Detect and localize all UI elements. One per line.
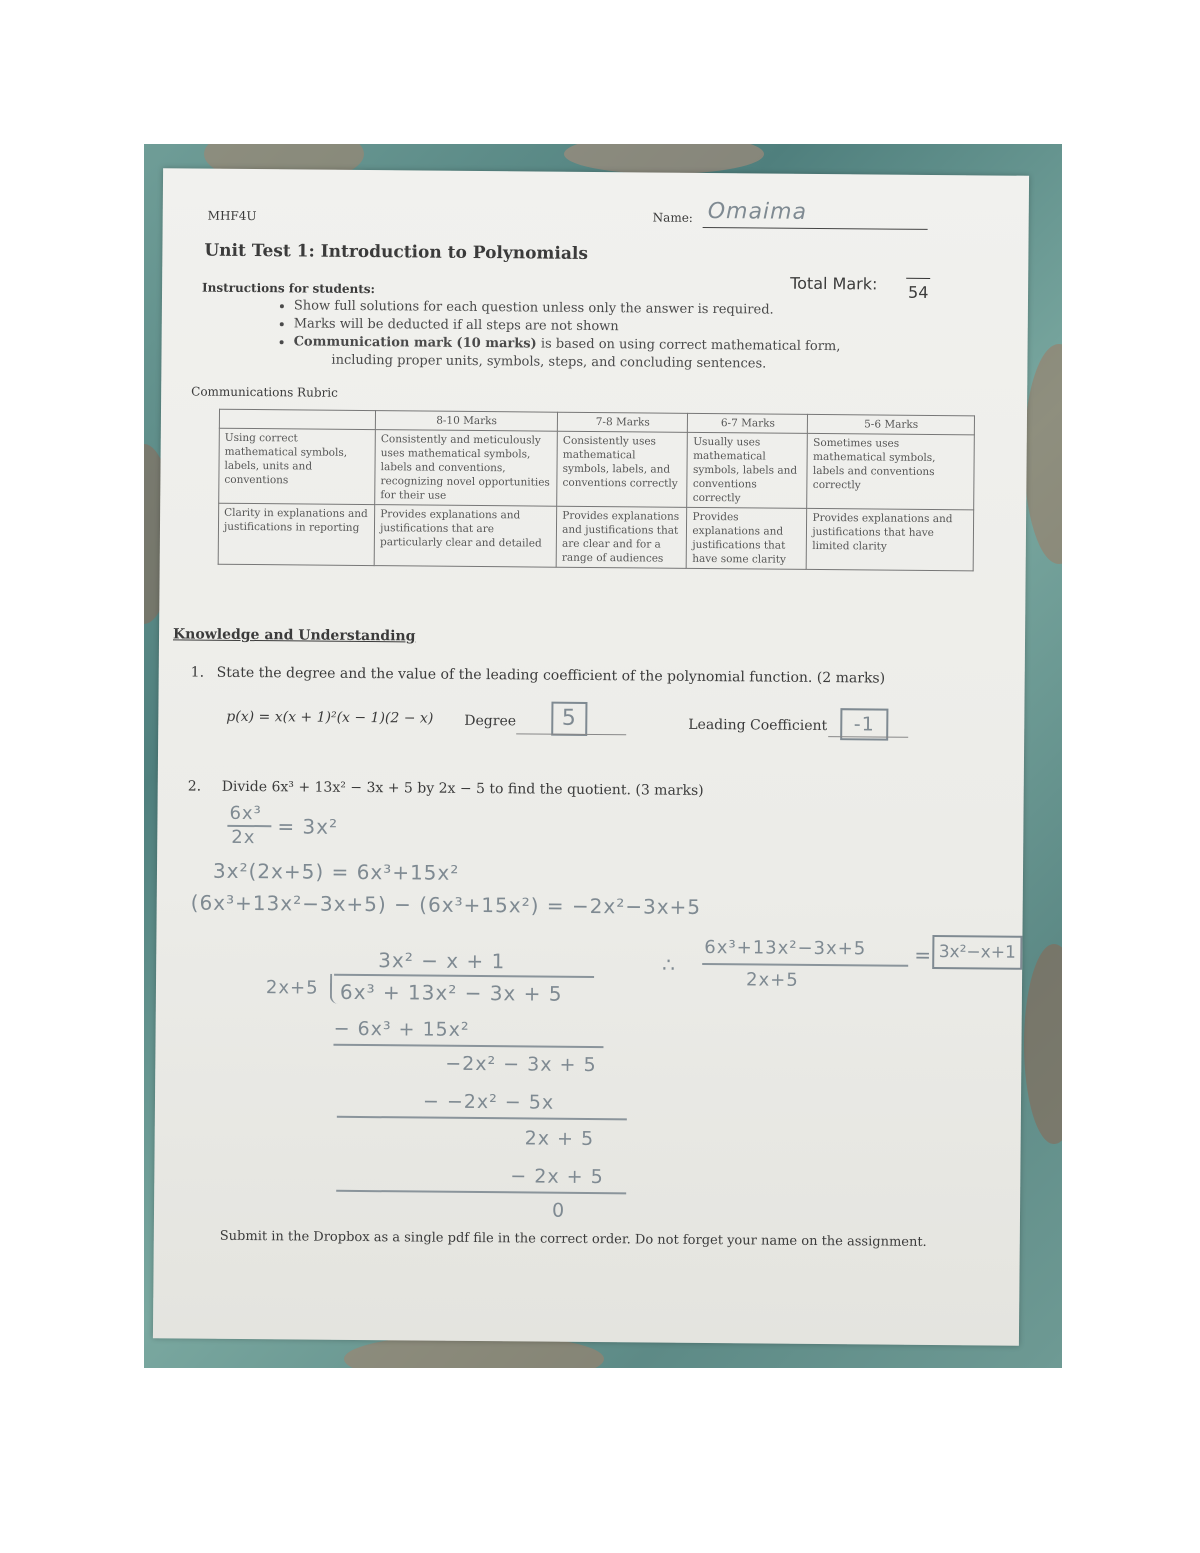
instructions-list: [273, 297, 874, 374]
student-name: Omaima: [707, 198, 808, 225]
q1-degree-label: Degree: [464, 712, 517, 730]
table-row: [218, 503, 974, 571]
rubric-label: Communications Rubric: [191, 384, 338, 400]
fabric-pattern: [564, 144, 764, 174]
work-rem1: −2x² − 3x + 5: [445, 1052, 597, 1077]
instructions-heading: Instructions for students:: [202, 280, 376, 297]
total-mark-bar: [906, 278, 930, 279]
rubric-cell: Sometimes uses mathematical symbols, labels and conventions correctly: [807, 433, 974, 509]
table-row: [219, 428, 975, 510]
communication-text: is based on using correct mathematical form,: [536, 336, 841, 355]
work-frac-den: 2x: [231, 826, 256, 849]
page-title: Unit Test 1: Introduction to Polynomials: [204, 240, 589, 264]
therefore-symbol: ∴: [662, 952, 677, 977]
rubric-cell: Provides explanations and justifications that are clear and for a range of audiences: [556, 506, 687, 568]
work-quotient: 3x² − x + 1: [378, 948, 506, 974]
test-paper: [153, 168, 1029, 1346]
total-mark-label: Total Mark:: [790, 273, 878, 294]
work-step1: − 6x³ + 15x²: [333, 1017, 470, 1041]
rubric-cell: Usually uses mathematical symbols, labels and conventions correctly: [687, 432, 808, 508]
rubric-header: 7-8 Marks: [558, 412, 688, 432]
course-code: MHF4U: [207, 208, 257, 224]
work-dividend: 6x³ + 13x² − 3x + 5: [339, 979, 563, 1006]
work-rem3: 0: [551, 1199, 566, 1222]
name-label: Name:: [652, 210, 693, 225]
communication-line2: including proper units, symbols, steps, and concluding sentences.: [331, 352, 767, 372]
concl-denominator: 2x+5: [745, 969, 799, 991]
instruction-item: • Marks will be deducted if all steps are not shown: [294, 315, 874, 338]
rubric-cell: Provides explanations and justifications that are particularly clear and detailed: [374, 505, 557, 568]
rubric-cell: Clarity in explanations and justifications in reporting: [218, 503, 375, 565]
division-rule: [333, 1044, 603, 1048]
final-answer: 3x²−x+1: [932, 935, 1022, 970]
work-line3: (6x³+13x²−3x+5) − (6x³+15x²) = −2x²−3x+5: [190, 890, 702, 919]
work-frac-result: = 3x²: [277, 814, 339, 839]
total-mark-value: 54: [907, 282, 929, 302]
division-rule: [336, 1190, 626, 1194]
communication-bold: Communication mark (10 marks): [293, 334, 537, 352]
concl-frac-bar: [702, 963, 908, 966]
name-underline: [703, 227, 928, 230]
work-frac-num: 6x³: [229, 802, 262, 825]
work-line2: 3x²(2x+5) = 6x³+15x²: [212, 858, 460, 885]
rubric-cell: Provides explanations and justifications that have some clarity: [687, 507, 807, 569]
rubric-table-wrap: [218, 409, 975, 572]
division-rule: [337, 1116, 627, 1120]
rubric-cell: Consistently uses mathematical symbols, labels, and conventions correctly: [557, 431, 688, 507]
concl-numerator: 6x³+13x²−3x+5: [704, 936, 867, 960]
photo-background: [144, 144, 1062, 1368]
work-step3: − 2x + 5: [510, 1165, 604, 1189]
rubric-cell: Using correct mathematical symbols, labels, units and conventions: [219, 428, 376, 504]
fabric-pattern: [1024, 944, 1062, 1144]
q1-lc-label: Leading Coefficient: [688, 716, 828, 735]
q1-degree-answer: 5: [551, 702, 587, 736]
concl-equals: =: [914, 942, 933, 967]
q2-text: Divide 6x³ + 13x² − 3x + 5 by 2x − 5 to find the quotient. (3 marks): [221, 778, 704, 799]
rubric-cell: Provides explanations and justifications that have limited clarity: [807, 508, 974, 570]
rubric-cell: Consistently and meticulously uses mathematical symbols, labels and conventions, recognizing novel opportunities for their use: [375, 430, 558, 507]
q1-text: State the degree and the value of the leading coefficient of the polynomial function. (2 marks): [216, 664, 886, 687]
division-bracket: [330, 974, 340, 1004]
rubric-header: 6-7 Marks: [688, 413, 808, 433]
q1-function: p(x) = x(x + 1)²(x − 1)(2 − x): [226, 708, 434, 727]
instruction-item: • Show full solutions for each question unless only the answer is required.: [294, 297, 874, 320]
work-rem2: 2x + 5: [524, 1127, 595, 1151]
q1-lc-answer: -1: [840, 708, 888, 740]
rubric-table: [218, 409, 975, 572]
q1-number: 1.: [190, 664, 205, 681]
q2-number: 2.: [187, 778, 202, 795]
section-heading: Knowledge and Understanding: [172, 626, 416, 645]
work-step2: − −2x² − 5x: [422, 1090, 555, 1114]
rubric-header: 5-6 Marks: [808, 414, 975, 434]
division-bar: [334, 974, 594, 978]
work-divisor: 2x+5: [265, 977, 319, 999]
fabric-pattern: [1024, 344, 1062, 564]
footer-note: Submit in the Dropbox as a single pdf file in the correct order. Do not forget your name on the assignment.: [219, 1228, 927, 1250]
rubric-header: [219, 409, 375, 429]
rubric-header: 8-10 Marks: [376, 411, 558, 432]
